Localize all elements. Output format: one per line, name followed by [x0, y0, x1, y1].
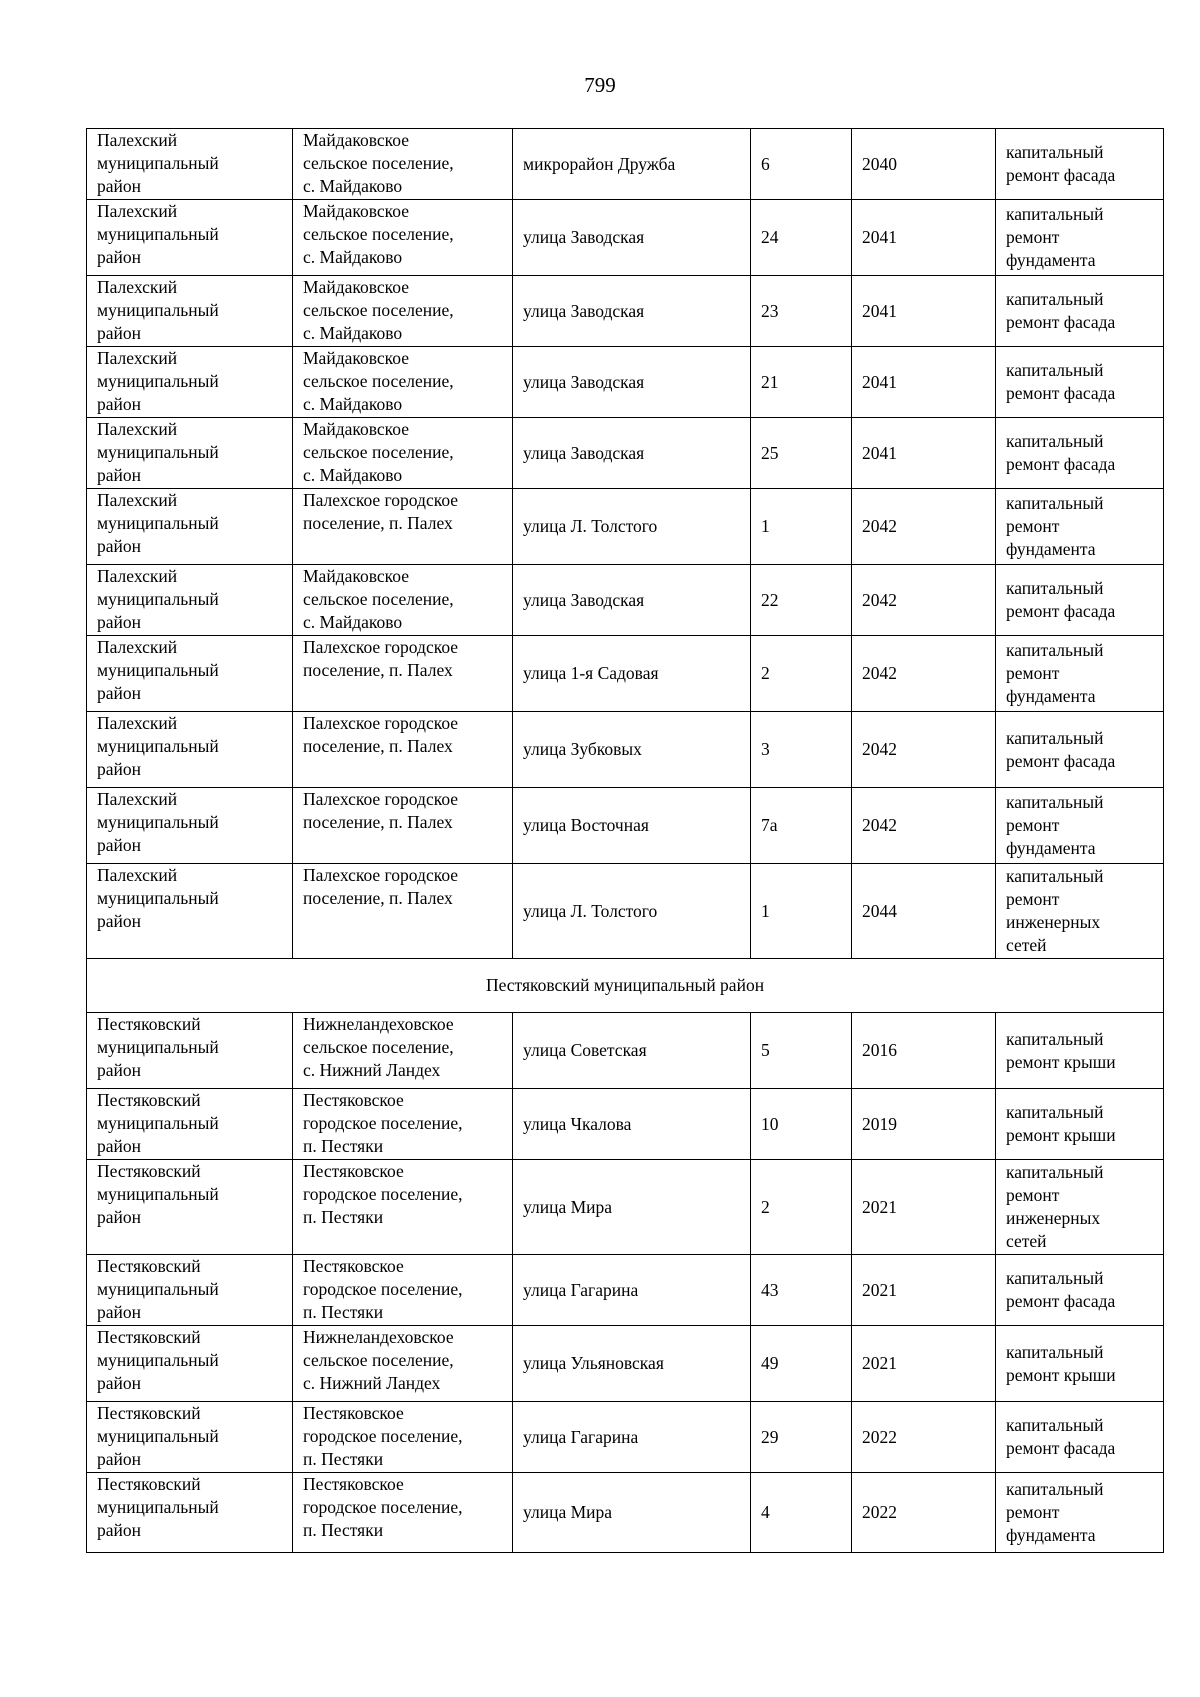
settlement-cell-line: Пестяковское [303, 1256, 404, 1276]
settlement-cell-line: сельское поселение, [303, 371, 454, 391]
work-type-cell-line: ремонт крыши [1006, 1364, 1116, 1385]
work-type-cell-line: капитальный [1006, 142, 1104, 162]
district-cell-line: район [97, 394, 141, 414]
work-type-cell [996, 347, 1164, 418]
settlement-cell-line: Нижнеландеховское [303, 1327, 454, 1347]
table-row [87, 200, 1164, 276]
street-cell: улица Заводская [513, 565, 751, 636]
street-cell: улица Гагарина [513, 1255, 751, 1326]
district-cell [87, 636, 293, 712]
work-type-cell-line: ремонт [1006, 663, 1060, 683]
district-cell-line: Пестяковский [97, 1014, 201, 1034]
year-cell: 2041 [852, 276, 996, 347]
work-type-cell-line: капитальный [1006, 493, 1104, 513]
work-type-cell [996, 788, 1164, 864]
settlement-cell-line: сельское поселение, [303, 1350, 454, 1370]
year-cell: 2021 [852, 1160, 996, 1255]
work-type-cell-line: ремонт крыши [1006, 1051, 1116, 1072]
house-number-cell: 22 [751, 565, 852, 636]
district-cell [87, 1473, 293, 1553]
year-cell: 2021 [852, 1326, 996, 1402]
work-type-cell [996, 864, 1164, 959]
house-number-cell: 2 [751, 636, 852, 712]
district-cell-line: район [97, 759, 141, 779]
work-type-cell-line: капитальный [1006, 1162, 1104, 1182]
table-row [87, 1160, 1164, 1255]
table-row [87, 712, 1164, 788]
work-type-cell-line: фундамента [1006, 838, 1096, 858]
work-type-cell [996, 712, 1164, 788]
year-cell: 2042 [852, 788, 996, 864]
work-type-cell-line: капитальный [1006, 1479, 1104, 1499]
settlement-cell-line: Пестяковское [303, 1090, 404, 1110]
district-cell [87, 1160, 293, 1255]
district-cell-line: Палехский [97, 637, 178, 657]
house-number-cell: 21 [751, 347, 852, 418]
house-number-cell: 10 [751, 1089, 852, 1160]
work-type-cell [996, 1013, 1164, 1089]
section-title: Пестяковский муниципальный район [87, 959, 1164, 1013]
work-type-cell-line: капитальный [1006, 360, 1104, 380]
district-cell-line: муниципальный [97, 1426, 219, 1446]
settlement-cell [293, 1013, 513, 1089]
settlement-cell-line: с. Майдаково [303, 465, 403, 485]
district-cell-line: район [97, 835, 141, 855]
street-cell: улица Л. Толстого [513, 864, 751, 959]
district-cell-line: Пестяковский [97, 1403, 201, 1423]
work-type-cell-line: капитальный [1006, 204, 1104, 224]
district-cell-line: Палехский [97, 130, 178, 150]
district-cell [87, 489, 293, 565]
settlement-cell [293, 489, 513, 565]
work-type-cell [996, 418, 1164, 489]
settlement-cell-line: с. Майдаково [303, 247, 403, 267]
street-cell: улица Заводская [513, 418, 751, 489]
work-type-cell [996, 1160, 1164, 1255]
settlement-cell-line: сельское поселение, [303, 1037, 454, 1057]
house-number-cell: 29 [751, 1402, 852, 1473]
table-row [87, 276, 1164, 347]
section-header-row [87, 959, 1164, 1013]
street-cell: микрорайон Дружба [513, 129, 751, 200]
work-type-cell-line: ремонт [1006, 516, 1060, 536]
work-type-cell-line: ремонт крыши [1006, 1125, 1116, 1145]
district-cell [87, 565, 293, 636]
table-body [87, 129, 1164, 1553]
settlement-cell [293, 1326, 513, 1402]
work-type-cell-line: капитальный [1006, 640, 1104, 660]
work-type-cell [996, 1473, 1164, 1553]
street-cell: улица Заводская [513, 276, 751, 347]
settlement-cell-line: с. Майдаково [303, 323, 403, 343]
settlement-cell [293, 1473, 513, 1553]
district-cell [87, 1089, 293, 1160]
street-cell: улица Ульяновская [513, 1326, 751, 1402]
district-cell-line: район [97, 176, 141, 196]
year-cell: 2044 [852, 864, 996, 959]
street-cell: улица Советская [513, 1013, 751, 1089]
house-number-cell: 25 [751, 418, 852, 489]
district-cell-line: Пестяковский [97, 1161, 201, 1181]
house-number-cell: 43 [751, 1255, 852, 1326]
settlement-cell [293, 129, 513, 200]
settlement-cell [293, 1089, 513, 1160]
settlement-cell-line: сельское поселение, [303, 300, 454, 320]
settlement-cell-line: поселение, п. Палех [303, 888, 453, 908]
settlement-cell [293, 788, 513, 864]
street-cell: улица Мира [513, 1473, 751, 1553]
settlement-cell [293, 1160, 513, 1255]
district-cell-line: район [97, 323, 141, 343]
table-row [87, 788, 1164, 864]
table-row [87, 418, 1164, 489]
work-type-cell-line: капитальный [1006, 1341, 1104, 1362]
work-type-cell-line: ремонт фасада [1006, 750, 1116, 771]
table-row [87, 636, 1164, 712]
year-cell: 2042 [852, 489, 996, 565]
house-number-cell: 1 [751, 864, 852, 959]
work-type-cell-line: ремонт фасада [1006, 601, 1116, 621]
district-cell-line: муниципальный [97, 224, 219, 244]
settlement-cell [293, 200, 513, 276]
work-type-cell-line: фундамента [1006, 250, 1096, 270]
settlement-cell-line: городское поселение, [303, 1184, 463, 1204]
settlement-cell-line: с. Майдаково [303, 612, 403, 632]
district-cell-line: муниципальный [97, 589, 219, 609]
district-cell-line: район [97, 465, 141, 485]
district-cell-line: муниципальный [97, 736, 219, 756]
work-type-cell [996, 1255, 1164, 1326]
work-type-cell-line: фундамента [1006, 686, 1096, 706]
house-number-cell: 1 [751, 489, 852, 565]
settlement-cell [293, 1402, 513, 1473]
district-cell-line: район [97, 911, 141, 931]
district-cell-line: Палехский [97, 566, 178, 586]
district-cell-line: Палехский [97, 201, 178, 221]
district-cell-line: район [97, 1449, 141, 1469]
district-cell [87, 1255, 293, 1326]
house-number-cell: 24 [751, 200, 852, 276]
settlement-cell-line: городское поселение, [303, 1113, 463, 1133]
work-type-cell [996, 636, 1164, 712]
settlement-cell-line: городское поселение, [303, 1497, 463, 1517]
district-cell [87, 347, 293, 418]
street-cell: улица Гагарина [513, 1402, 751, 1473]
work-type-cell-line: капитальный [1006, 289, 1104, 309]
work-type-cell-line: ремонт фасада [1006, 1438, 1116, 1458]
district-cell-line: Пестяковский [97, 1090, 201, 1110]
work-type-cell-line: сетей [1006, 1231, 1047, 1251]
district-cell-line: муниципальный [97, 153, 219, 173]
settlement-cell-line: Майдаковское [303, 201, 409, 221]
settlement-cell-line: Майдаковское [303, 566, 409, 586]
settlement-cell [293, 636, 513, 712]
settlement-cell-line: поселение, п. Палех [303, 812, 453, 832]
work-type-cell [996, 1402, 1164, 1473]
work-type-cell-line: ремонт [1006, 1502, 1060, 1522]
street-cell: улица Восточная [513, 788, 751, 864]
year-cell: 2022 [852, 1473, 996, 1553]
settlement-cell-line: Пестяковское [303, 1161, 404, 1181]
year-cell: 2021 [852, 1255, 996, 1326]
settlement-cell [293, 565, 513, 636]
work-type-cell-line: капитальный [1006, 578, 1104, 598]
settlement-cell-line: Палехское городское [303, 865, 459, 885]
street-cell: улица Заводская [513, 347, 751, 418]
street-cell: улица Мира [513, 1160, 751, 1255]
page-number: 799 [584, 73, 616, 97]
year-cell: 2042 [852, 565, 996, 636]
district-cell [87, 1326, 293, 1402]
district-cell [87, 1013, 293, 1089]
settlement-cell-line: Пестяковское [303, 1474, 404, 1494]
district-cell-line: район [97, 1520, 141, 1540]
district-cell-line: муниципальный [97, 812, 219, 832]
settlement-cell-line: Палехское городское [303, 490, 459, 510]
work-type-cell-line: фундамента [1006, 539, 1096, 559]
settlement-cell-line: сельское поселение, [303, 589, 454, 609]
settlement-cell-line: Майдаковское [303, 130, 409, 150]
settlement-cell-line: городское поселение, [303, 1279, 463, 1299]
year-cell: 2041 [852, 200, 996, 276]
district-cell-line: муниципальный [97, 888, 219, 908]
settlement-cell [293, 347, 513, 418]
work-type-cell-line: ремонт [1006, 1185, 1060, 1205]
work-type-cell [996, 1089, 1164, 1160]
district-cell-line: Палехский [97, 277, 178, 297]
settlement-cell-line: Майдаковское [303, 348, 409, 368]
settlement-cell [293, 712, 513, 788]
district-cell [87, 129, 293, 200]
district-cell [87, 1402, 293, 1473]
settlement-cell-line: Палехское городское [303, 637, 459, 657]
settlement-cell-line: Майдаковское [303, 419, 409, 439]
district-cell [87, 200, 293, 276]
settlement-cell-line: п. Пестяки [303, 1449, 384, 1469]
work-type-cell-line: инженерных [1006, 912, 1101, 932]
district-cell-line: Палехский [97, 865, 178, 885]
settlement-cell-line: Майдаковское [303, 277, 409, 297]
settlement-cell-line: с. Майдаково [303, 176, 403, 196]
district-cell-line: Пестяковский [97, 1256, 201, 1276]
house-number-cell: 23 [751, 276, 852, 347]
work-type-cell [996, 129, 1164, 200]
district-cell-line: район [97, 1136, 141, 1156]
table-row [87, 1473, 1164, 1553]
work-type-cell-line: ремонт фасада [1006, 454, 1116, 474]
table-row [87, 489, 1164, 565]
work-type-cell-line: фундамента [1006, 1525, 1096, 1545]
table-row [87, 1402, 1164, 1473]
settlement-cell [293, 276, 513, 347]
table-row [87, 864, 1164, 959]
district-cell-line: район [97, 1060, 141, 1080]
year-cell: 2016 [852, 1013, 996, 1089]
street-cell: улица 1-я Садовая [513, 636, 751, 712]
work-type-cell [996, 276, 1164, 347]
work-type-cell-line: капитальный [1006, 792, 1104, 812]
work-type-cell-line: капитальный [1006, 1415, 1104, 1435]
district-cell [87, 712, 293, 788]
street-cell: улица Заводская [513, 200, 751, 276]
settlement-cell-line: с. Нижний Ландех [303, 1373, 441, 1393]
work-type-cell-line: сетей [1006, 935, 1047, 955]
work-type-cell-line: ремонт фасада [1006, 312, 1116, 332]
district-cell-line: муниципальный [97, 1497, 219, 1517]
table-row [87, 565, 1164, 636]
work-type-cell [996, 1326, 1164, 1402]
district-cell [87, 418, 293, 489]
table-row [87, 129, 1164, 200]
street-cell: улица Зубковых [513, 712, 751, 788]
table-row [87, 1089, 1164, 1160]
district-cell-line: муниципальный [97, 1350, 219, 1370]
district-cell-line: Пестяковский [97, 1474, 201, 1494]
district-cell-line: муниципальный [97, 660, 219, 680]
district-cell-line: муниципальный [97, 371, 219, 391]
district-cell-line: муниципальный [97, 300, 219, 320]
year-cell: 2041 [852, 418, 996, 489]
work-type-cell [996, 489, 1164, 565]
settlement-cell-line: Палехское городское [303, 713, 459, 733]
house-number-cell: 4 [751, 1473, 852, 1553]
year-cell: 2019 [852, 1089, 996, 1160]
house-number-cell: 7а [751, 788, 852, 864]
district-cell-line: Палехский [97, 490, 178, 510]
settlement-cell-line: Нижнеландеховское [303, 1014, 454, 1034]
housing-repair-table [86, 128, 1164, 1553]
work-type-cell-line: капитальный [1006, 431, 1104, 451]
street-cell: улица Чкалова [513, 1089, 751, 1160]
district-cell [87, 788, 293, 864]
district-cell-line: муниципальный [97, 1113, 219, 1133]
district-cell [87, 276, 293, 347]
settlement-cell-line: Пестяковское [303, 1403, 404, 1423]
house-number-cell: 2 [751, 1160, 852, 1255]
street-cell: улица Л. Толстого [513, 489, 751, 565]
district-cell-line: муниципальный [97, 1037, 219, 1057]
settlement-cell-line: сельское поселение, [303, 224, 454, 244]
house-number-cell: 3 [751, 712, 852, 788]
settlement-cell-line: сельское поселение, [303, 442, 454, 462]
table-row [87, 1326, 1164, 1402]
work-type-cell-line: ремонт [1006, 227, 1060, 247]
table-row [87, 1255, 1164, 1326]
settlement-cell [293, 418, 513, 489]
year-cell: 2040 [852, 129, 996, 200]
work-type-cell-line: капитальный [1006, 866, 1104, 886]
settlement-cell-line: сельское поселение, [303, 153, 454, 173]
settlement-cell-line: п. Пестяки [303, 1302, 384, 1322]
settlement-cell [293, 1255, 513, 1326]
settlement-cell-line: поселение, п. Палех [303, 736, 453, 756]
district-cell-line: муниципальный [97, 1279, 219, 1299]
table-row [87, 347, 1164, 418]
house-number-cell: 6 [751, 129, 852, 200]
work-type-cell-line: капитальный [1006, 1102, 1104, 1122]
work-type-cell-line: ремонт [1006, 889, 1060, 909]
district-cell-line: район [97, 1302, 141, 1322]
settlement-cell-line: Палехское городское [303, 789, 459, 809]
work-type-cell [996, 200, 1164, 276]
house-number-cell: 5 [751, 1013, 852, 1089]
settlement-cell-line: поселение, п. Палех [303, 513, 453, 533]
settlement-cell-line: городское поселение, [303, 1426, 463, 1446]
district-cell-line: район [97, 1373, 141, 1393]
work-type-cell-line: капитальный [1006, 727, 1104, 748]
work-type-cell [996, 565, 1164, 636]
district-cell-line: район [97, 247, 141, 267]
work-type-cell-line: ремонт фасада [1006, 383, 1116, 403]
house-number-cell: 49 [751, 1326, 852, 1402]
work-type-cell-line: инженерных [1006, 1208, 1101, 1228]
district-cell-line: Палехский [97, 419, 178, 439]
district-cell-line: муниципальный [97, 1184, 219, 1204]
settlement-cell-line: с. Нижний Ландех [303, 1060, 441, 1080]
work-type-cell-line: ремонт фасада [1006, 1291, 1116, 1311]
district-cell-line: муниципальный [97, 513, 219, 533]
district-cell-line: Палехский [97, 713, 178, 733]
settlement-cell-line: п. Пестяки [303, 1207, 384, 1227]
work-type-cell-line: ремонт [1006, 815, 1060, 835]
district-cell [87, 864, 293, 959]
district-cell-line: район [97, 1207, 141, 1227]
district-cell-line: район [97, 536, 141, 556]
settlement-cell [293, 864, 513, 959]
work-type-cell-line: ремонт фасада [1006, 165, 1116, 185]
year-cell: 2041 [852, 347, 996, 418]
district-cell-line: район [97, 612, 141, 632]
district-cell-line: Палехский [97, 348, 178, 368]
settlement-cell-line: с. Майдаково [303, 394, 403, 414]
settlement-cell-line: п. Пестяки [303, 1520, 384, 1540]
work-type-cell-line: капитальный [1006, 1028, 1104, 1049]
district-cell-line: Пестяковский [97, 1327, 201, 1347]
work-type-cell-line: капитальный [1006, 1268, 1104, 1288]
district-cell-line: Палехский [97, 789, 178, 809]
year-cell: 2022 [852, 1402, 996, 1473]
table-row [87, 1013, 1164, 1089]
district-cell-line: муниципальный [97, 442, 219, 462]
settlement-cell-line: п. Пестяки [303, 1136, 384, 1156]
year-cell: 2042 [852, 712, 996, 788]
district-cell-line: район [97, 683, 141, 703]
year-cell: 2042 [852, 636, 996, 712]
settlement-cell-line: поселение, п. Палех [303, 660, 453, 680]
